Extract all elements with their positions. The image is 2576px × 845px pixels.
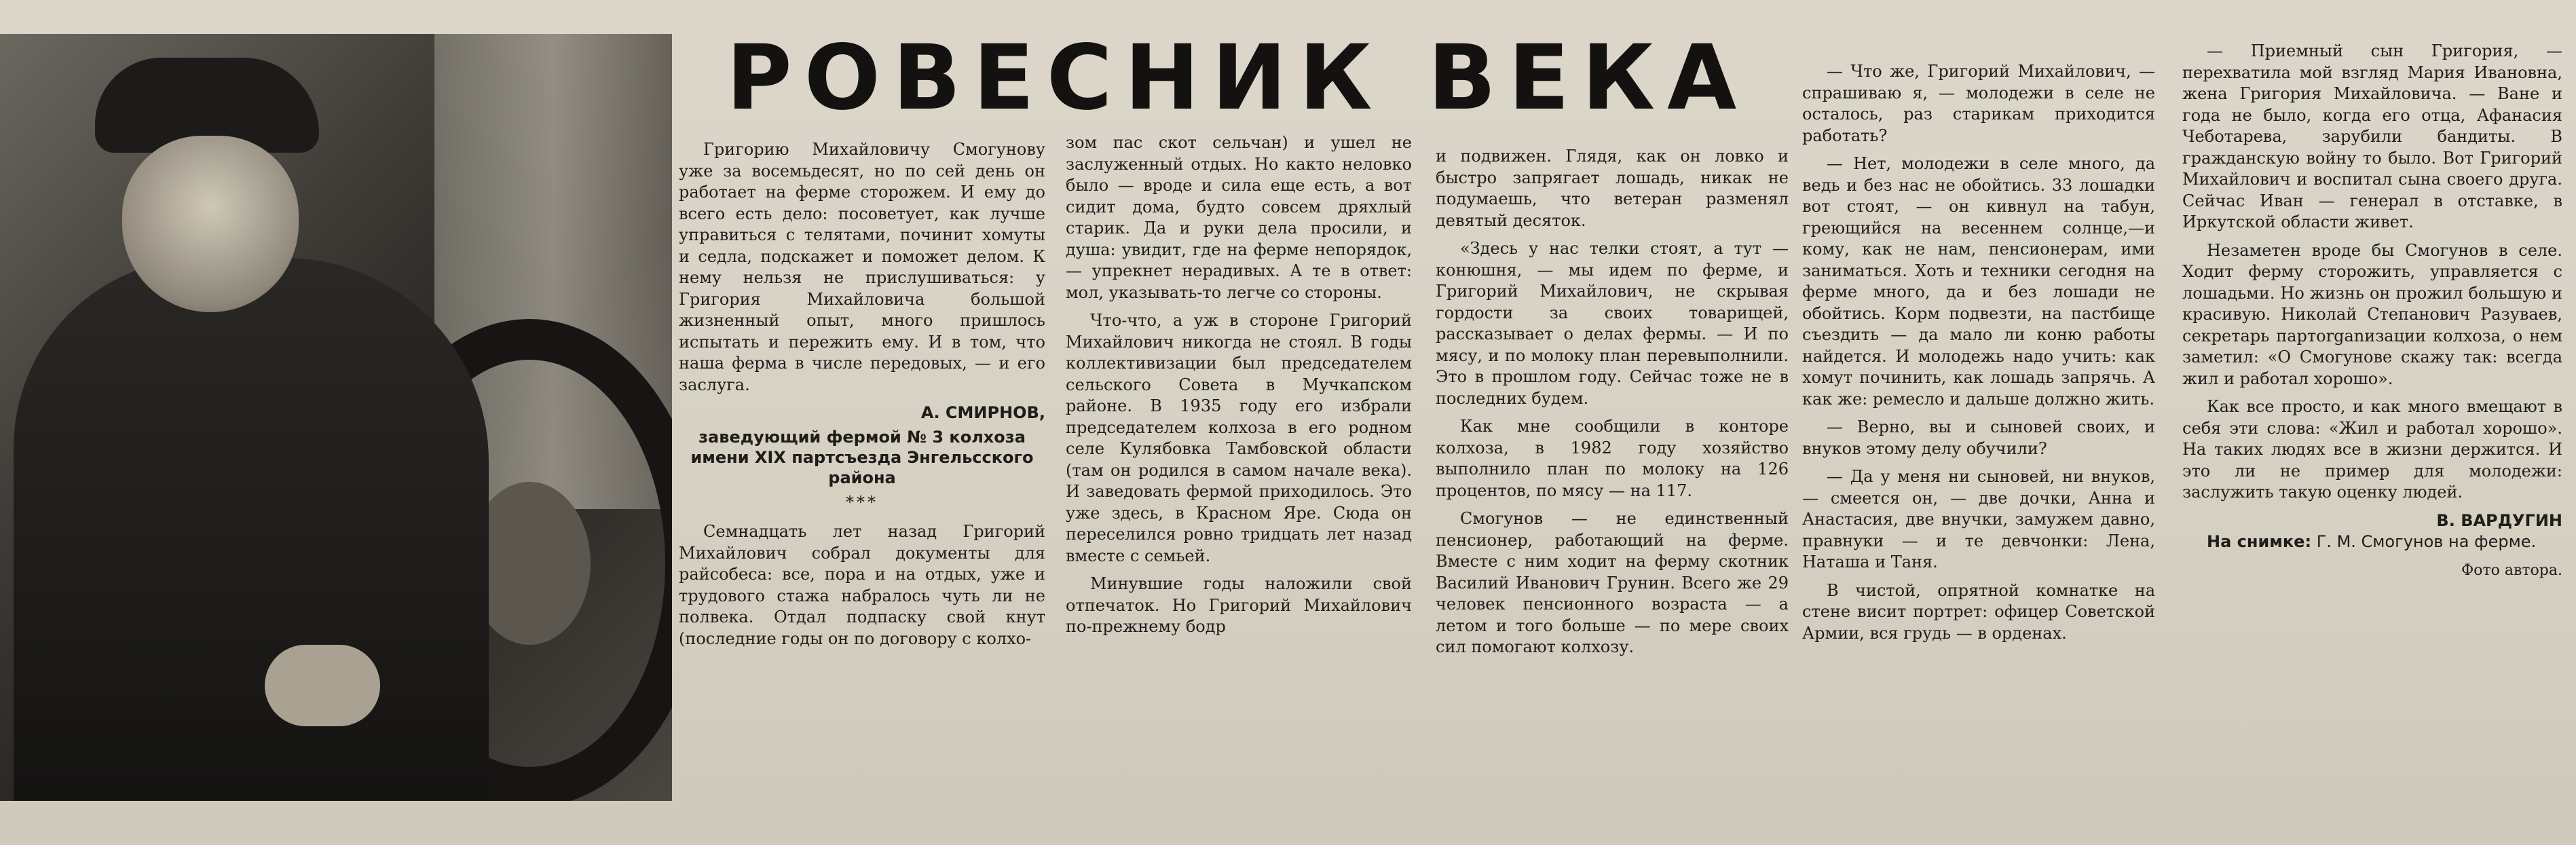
paragraph: — Верно, вы и сыновей своих, и внуков этому делу обучили?	[1802, 417, 2155, 458]
paragraph: Как все просто, и как много вмещают в себя эти слова: «Жил и работал хорошо». На таких людях все в жизни держится. И это ли не пример для молодежи: заслужить такую оценку людей.	[2182, 397, 2562, 502]
paragraph: — Что же, Григорий Михайлович, — спрашиваю я, — молодежи в селе не осталось, раз старикам приходится работать?	[1802, 62, 2155, 145]
photo-face	[122, 136, 299, 312]
photo-coat	[14, 258, 489, 801]
paragraph: зом пас скот сельчан) и ушел не заслуженный отдых. Но както неловко было — вроде и сила еще есть, а вот сидит дома, будто совсем дряхлый старик. Да и руки дела просили, и душа: увидит, где на ферме непорядок, — упрекнет нерадивых. А те в ответ: мол, указывать-то легче со стороны.	[1066, 133, 1412, 302]
photo-smogunov	[0, 34, 672, 801]
paragraph: Григорию Михайловичу Смогунову уже за восемьдесят, но по сей день он работает на ферме сторожем. И ему до всего есть дело: посоветует, как лучше управиться с телятами, починит хомуты и седла, подскажет и поможет делом. К нему нельзя не прислушиваться: у Григория Михайловича большой жизненный опыт, много пришлось испытать и пережить ему. И в том, что наша ферма в числе передовых, — и его заслуга.	[679, 140, 1045, 394]
signature-info: заведующий фермой № 3 колхоза имени XIX партсъезда Энгельсского района	[690, 427, 1034, 487]
photo-hand	[265, 645, 380, 726]
caption-lead: На снимке:	[2207, 532, 2312, 551]
paragraph: — Нет, молодежи в селе много, да ведь и без нас не обойтись. 33 лошадки вот стоят, — он кивнул на табун, греющийся на весеннем солнце,—и кому, как не нам, пенсионерам, ими заниматься. Хоть и техники сегодня на ферме много, да и без лошади не обойтись. Корм подвезти, на пастбище съездить — да мало ли коню работы найдется. И молодежь надо учить: как хомут починить, как лошадь запрячь. А как же: ремесло и дальше должно жить.	[1802, 154, 2155, 409]
paragraph: В чистой, опрятной комнатке на стене висит портрет: офицер Советской Армии, вся грудь — в орденах.	[1802, 580, 2155, 643]
caption-text: Г. М. Смогунов на ферме.	[2316, 532, 2537, 551]
paragraph: Минувшие годы наложили свой отпечаток. Но Григорий Михайлович по-прежнему бодр	[1066, 574, 1412, 636]
paragraph: и подвижен. Глядя, как он ловко и быстро запрягает лошадь, никак не подумаешь, что ветеран разменял девятый десяток.	[1436, 147, 1789, 230]
column-1	[679, 139, 1045, 656]
photo-credit: Фото автора.	[2461, 561, 2562, 579]
paragraph: — Приемный сын Григория, — перехватила мой взгляд Мария Ивановна, жена Григория Михайловича. — Ване и года не было, когда его отца, Афанасия Чеботарева, зарубили бандиты. В гражданскую войну то было. Вот Григорий Михайлович и воспитал сына своего друга. Сейчас Иван — генерал в отставке, в Иркутской области живет.	[2182, 41, 2562, 231]
paragraph: Незаметен вроде бы Смогунов в селе. Ходит ферму сторожить, управляется с лошадьми. Но жизнь он прожил большую и красивую. Николай Степанович Разуваев, секретарь партorganизации колхоза, о нем заметил: «О Смогунове скажу так: всегда жил и работал хорошо».	[2182, 240, 2562, 388]
column-5	[2182, 41, 2562, 581]
signature: В. ВАРДУГИН	[2436, 510, 2562, 530]
column-2	[1066, 132, 1412, 645]
paragraph: Смогунов — не единственный пенсионер, работающий на ферме. Вместе с ним ходит на ферму скотник Василий Иванович Грунин. Всего же 29 человек пенсионного возраста — а летом и того больше — по мере своих сил помогают колхозу.	[1436, 509, 1789, 656]
column-4	[1802, 61, 2155, 651]
paragraph: — Да у меня ни сыновей, ни внуков, — смеется он, — две дочки, Анна и Анастасия, две внучки, замужем давно, правнуки — и те девчонки: Лена, Наташа и Таня.	[1802, 467, 2155, 571]
paragraph: Как мне сообщили в конторе колхоза, в 1982 году хозяйство выполнило план по молоку на 126 процентов, по мясу — на 117.	[1436, 417, 1789, 500]
photo-caption	[2182, 531, 2562, 553]
paragraph: «Здесь у нас телки стоят, а тут — конюшня, — мы идем по ферме, и Григорий Михайлович, не скрывая гордости за своих товарищей, рассказывает о делах фермы. — И по мясу, и по молоку план перевыполнили. Это в прошлом году. Сейчас тоже не в последних будем.	[1436, 239, 1789, 408]
section-divider: ***	[846, 492, 878, 512]
signature: А. СМИРНОВ,	[920, 403, 1045, 422]
paragraph: Что-что, а уж в стороне Григорий Михайлович никогда не стоял. В годы коллективизации был председателем сельского Совета в Мучкапском районе. В 1935 году его избрали председателем колхоза в его родном селе Кулябовка Тамбовской области (там он родился в самом начале века). И заведовать фермой приходилось. Это уже здесь, в Красном Яре. Сюда он переселился ровно тридцать лет назад вместе с семьей.	[1066, 311, 1412, 565]
paragraph: Семнадцать лет назад Григорий Михайлович собрал документы для райсобеса: все, пора и на отдых, уже и трудового стажа набралось чуть ли не полвека. Отдал подпаску свой кнут (последние годы он по договору с колхо-	[679, 522, 1045, 648]
column-3	[1436, 146, 1789, 665]
article-headline: РОВЕСНИК ВЕКА	[726, 26, 1749, 130]
